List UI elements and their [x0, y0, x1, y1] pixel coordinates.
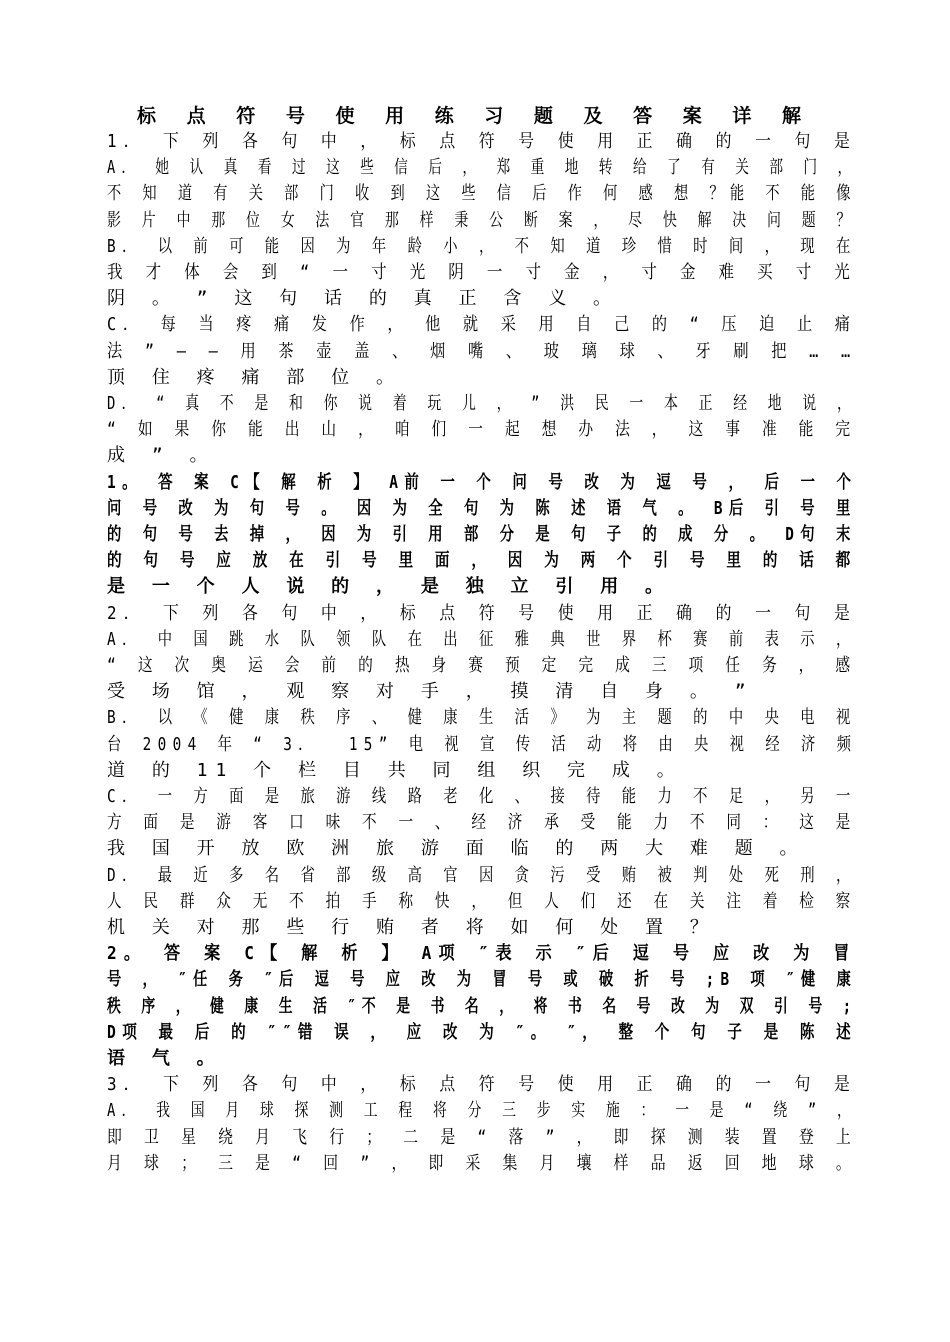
text-line: 人 民 群 众 无 不 拍 手 称 快 ， 但 人 们 还 在 关 注 着 检 察 [107, 890, 857, 912]
answer-line: 的 句 号 应 放 在 引 号 里 面 ， 因 为 两 个 引 号 里 的 话 都 [107, 550, 857, 572]
text-line: 我 才 体 会 到 “ 一 寸 光 阴 一 寸 金 ， 寸 金 难 买 寸 光 [107, 262, 857, 283]
text-line: A． 中 国 跳 水 队 领 队 在 出 征 雅 典 世 界 杯 赛 前 表 示 ， [107, 628, 857, 650]
answer-line: 是 一 个 人 说 的 ， 是 独 立 引 用 。 [107, 576, 672, 598]
text-line: 即 卫 星 绕 月 飞 行 ； 二 是 “ 落 ” ， 即 探 测 装 置 登 上 [107, 1126, 858, 1148]
text-line: B． 以 前 可 能 因 为 年 龄 小 ， 不 知 道 珍 惜 时 间 ， 现 在 [107, 235, 857, 257]
text-line: 我 国 开 放 欧 洲 旅 游 面 临 的 两 大 难 题 。 [107, 838, 806, 860]
text-line: D． 最 近 多 名 省 部 级 高 官 因 贪 污 受 贿 被 判 处 死 刑 ， [107, 864, 857, 886]
answer-line: 问 号 改 为 句 号 。 因 为 全 句 为 陈 述 语 气 。 B后 引 号 里 [107, 497, 857, 519]
document-title: 标 点 符 号 使 用 练 习 题 及 答 案 详 解 [137, 105, 813, 127]
text-line: 台 2004 年 “ 3． 15” 电 视 宣 传 活 动 将 由 央 视 经 济 频 [107, 733, 858, 755]
text-line: 不 知 道 有 关 部 门 收 到 这 些 信 后 作 何 感 想 ？能 不 能 像 [107, 183, 857, 205]
text-line: 成 ” 。 [107, 445, 216, 467]
answer-line: 秩 序 ， 健 康 生 活 ″不 是 书 名 ， 将 书 名 号 改 为 双 引 号 ; [107, 995, 858, 1017]
answer-line: 号 ， ″任 务 ″后 逗 号 应 改 为 冒 号 或 破 折 号 ;B 项 ″健 康 [107, 969, 858, 991]
text-line: 2． 下 列 各 句 中 ， 标 点 符 号 使 用 正 确 的 一 句 是 [107, 602, 857, 624]
text-line: 顶 住 疼 痛 部 位 。 [107, 366, 403, 388]
text-line: 方 面 是 游 客 口 味 不 一 、 经 济 承 受 能 力 不 同 ： 这 是 [107, 812, 857, 834]
text-line: 法 ” — — 用 茶 壶 盖 、 烟 嘴 、 玻 璃 球 、 牙 刷 把 … … [107, 340, 857, 362]
text-line: 阴 。 ” 这 句 话 的 真 正 含 义 。 [107, 288, 620, 310]
text-line: B． 以 《 健 康 秩 序 、 健 康 生 活 》 为 主 题 的 中 央 电 视 [107, 707, 857, 729]
answer-line: 的 句 号 去 掉 ， 因 为 引 用 部 分 是 句 子 的 成 分 。 D句 末 [107, 524, 857, 545]
answer-line: D项 最 后 的 ″″错 误 ， 应 改 为 ″。 ″， 整 个 句 子 是 陈 述 [107, 1021, 858, 1043]
text-line: A． 我 国 月 球 探 测 工 程 将 分 三 步 实 施 ： 一 是 “ 绕 ” ， [107, 1100, 858, 1122]
text-line: 受 场 馆 ， 观 察 对 手 ， 摸 清 自 身 。 ” [107, 681, 754, 703]
text-line: C． 每 当 疼 痛 发 作 ， 他 就 采 用 自 己 的 “ 压 迫 止 痛 [107, 314, 857, 336]
text-line: “ 如 果 你 能 出 山 ， 咱 们 一 起 想 办 法 ， 这 事 准 能 完 [107, 419, 857, 441]
text-line: 影 片 中 那 位 女 法 官 那 样 秉 公 断 案 ， 尽 快 解 决 问 题 ？ [107, 209, 857, 231]
text-line: 1． 下 列 各 句 中 ， 标 点 符 号 使 用 正 确 的 一 句 是 [107, 131, 857, 152]
answer-line: 语 气 。 [107, 1048, 223, 1069]
text-line: 月 球 ； 三 是 “ 回 ” ， 即 采 集 月 壤 样 品 返 回 地 球 。 [107, 1152, 858, 1174]
text-line: “ 这 次 奥 运 会 前 的 热 身 赛 预 定 完 成 三 项 任 务 ， 感 [107, 655, 857, 676]
text-line: 机 关 对 那 些 行 贿 者 将 如 何 处 置 ？ [107, 917, 716, 938]
text-line: 3． 下 列 各 句 中 ， 标 点 符 号 使 用 正 确 的 一 句 是 [107, 1074, 857, 1096]
text-line: A． 她 认 真 看 过 这 些 信 后 ， 郑 重 地 转 给 了 有 关 部 门 ， [107, 157, 858, 179]
text-line: C． 一 方 面 是 旅 游 线 路 老 化 、 接 待 能 力 不 足 ， 另 一 [107, 786, 857, 807]
text-line: D． “ 真 不 是 和 你 说 着 玩 儿 ， ” 洪 民 一 本 正 经 地 说 ， [107, 393, 858, 414]
text-line: 道 的 11 个 栏 目 共 同 组 织 完 成 。 [107, 759, 683, 781]
answer-line: 1。 答 案 C【 解 析 】 A前 一 个 问 号 改 为 逗 号 ， 后 一 个 [107, 471, 858, 493]
answer-line: 2。 答 案 C【 解 析 】 A项 ″表 示 ″后 逗 号 应 改 为 冒 [107, 943, 857, 965]
